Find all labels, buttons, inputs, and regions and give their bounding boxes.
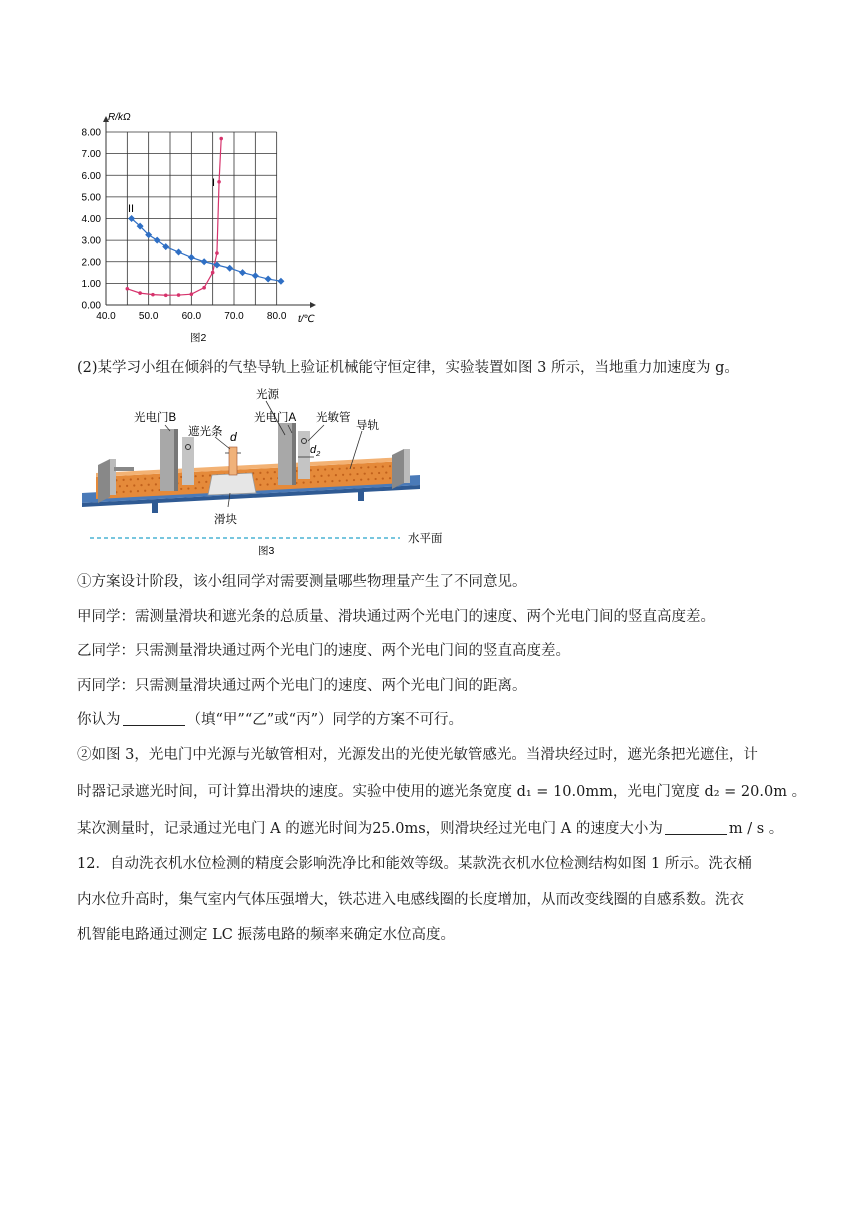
y-tick-label: 6.00 xyxy=(81,170,101,182)
data-point-i xyxy=(138,291,142,295)
label-d: d xyxy=(230,430,237,444)
label-d2: $d_2$ xyxy=(310,444,321,458)
item2-line-1: ②如图 3，光电门中光源与光敏管相对，光源发出的光使光敏管感光。当滑块经过时，遮光条把光遮住，计 xyxy=(77,747,758,763)
left-end-block xyxy=(98,459,110,503)
shade-strip xyxy=(229,447,237,475)
y-tick-label: 7.00 xyxy=(81,149,101,161)
data-point-i xyxy=(164,293,168,297)
answer-blank-1[interactable] xyxy=(123,711,185,726)
judge-after-text: （填“甲”“乙”或“丙”）同学的方案不可行。 xyxy=(186,712,463,728)
label-shade-strip: 遮光条 xyxy=(188,426,223,438)
data-point-i xyxy=(217,180,221,184)
label-slider: 滑块 xyxy=(214,514,237,526)
label-photogate-b: 光电门B xyxy=(134,412,177,424)
label-phototube: 光敏管 xyxy=(316,412,351,424)
data-point-i xyxy=(202,286,206,290)
data-point-ii xyxy=(201,258,208,265)
chart-ticks xyxy=(82,128,287,323)
data-point-i xyxy=(215,251,219,255)
x-tick-label: 50.0 xyxy=(138,311,159,322)
item2-line-3 xyxy=(77,819,800,839)
student-jia-text: 甲同学：需测量滑块和遮光条的总质量、滑块通过两个光电门的速度、两个光电门间的竖直高度差。 xyxy=(77,609,715,625)
label-rail: 导轨 xyxy=(356,420,379,432)
data-point-ii xyxy=(239,269,246,276)
photogate-b xyxy=(160,429,194,491)
question12-line-2: 内水位升高时，集气室内气体压强增大，铁芯进入电感线圈的长度增加，从而改变线圈的自感系数。洗衣 xyxy=(77,892,744,908)
label-photogate-a: 光电门A xyxy=(254,412,297,424)
data-point-ii xyxy=(175,249,182,256)
curve-label-i: I xyxy=(212,177,216,189)
x-tick-label: 40.0 xyxy=(96,311,116,322)
data-point-ii xyxy=(252,272,259,279)
y-tick-label: 1.00 xyxy=(81,278,101,290)
photogate-a xyxy=(278,423,310,485)
data-point-i xyxy=(211,271,215,275)
x-tick-label: 80.0 xyxy=(266,311,287,322)
curve-label-ii: II xyxy=(128,203,135,215)
y-tick-label: 2.00 xyxy=(81,257,101,269)
chart-series xyxy=(126,137,285,297)
x-tick-label: 60.0 xyxy=(181,311,202,322)
data-point-ii xyxy=(277,278,284,285)
right-end-block xyxy=(392,449,404,489)
x-axis-label: t/℃ xyxy=(298,314,315,325)
y-tick-label: 4.00 xyxy=(81,214,101,225)
y-axis-label: R/kΩ xyxy=(108,112,131,123)
figure2-caption: 图2 xyxy=(190,332,207,344)
judge-question xyxy=(77,710,800,730)
data-point-i xyxy=(151,293,155,297)
data-point-i xyxy=(190,292,194,296)
x-tick-label: 70.0 xyxy=(224,311,244,322)
series-line-ii xyxy=(132,219,281,282)
question12-line-3: 机智能电路通过测定 LC 振荡电路的频率来确定水位高度。 xyxy=(77,927,455,943)
data-point-ii xyxy=(226,265,233,272)
y-tick-label: 3.00 xyxy=(81,235,101,247)
data-point-ii xyxy=(188,254,195,261)
data-point-i xyxy=(177,293,181,297)
figure3-apparatus xyxy=(70,385,470,560)
item2-line3-before: 某次测量时，记录通过光电门 A 的遮光时间为25.0ms，则滑块经过光电门 A 的速度大小为 xyxy=(77,821,663,837)
student-bing-text: 丙同学：只需测量滑块通过两个光电门的速度、两个光电门间的距离。 xyxy=(77,678,527,694)
label-light-source: 光源 xyxy=(256,389,279,401)
y-tick-label: 8.00 xyxy=(81,127,101,139)
data-point-i xyxy=(126,287,130,291)
level-label: 水平面 xyxy=(408,533,443,545)
figure3-caption: 图3 xyxy=(258,545,275,557)
data-point-ii xyxy=(265,276,272,283)
figure2-chart xyxy=(70,108,330,348)
question2-intro: (2)某学习小组在倾斜的气垫导轨上验证机械能守恒定律，实验装置如图 3 所示，当地重力加速度为 g。 xyxy=(77,360,739,376)
judge-before-text: 你认为 xyxy=(77,712,121,728)
student-yi-text: 乙同学：只需测量滑块通过两个光电门的速度、两个光电门间的竖直高度差。 xyxy=(77,643,570,659)
item1-title: ①方案设计阶段，该小组同学对需要测量哪些物理量产生了不同意见。 xyxy=(77,574,527,590)
x-axis-arrow xyxy=(310,302,316,308)
answer-blank-2[interactable] xyxy=(665,820,727,835)
question12-line-1: 12．自动洗衣机水位检测的精度会影响洗净比和能效等级。某款洗衣机水位检测结构如图 1 所示。洗衣桶 xyxy=(77,856,752,872)
series-line-i xyxy=(127,138,221,295)
item2-line-2: 时器记录遮光时间，可计算出滑块的速度。实验中使用的遮光条宽度 d₁ = 10.0mm，光电门宽度 d₂ = 20.0m 。 xyxy=(77,784,807,800)
y-tick-label: 0.00 xyxy=(81,300,101,312)
data-point-i xyxy=(219,137,223,141)
y-tick-label: 5.00 xyxy=(81,192,101,204)
item2-line3-after: m / s 。 xyxy=(728,821,784,837)
